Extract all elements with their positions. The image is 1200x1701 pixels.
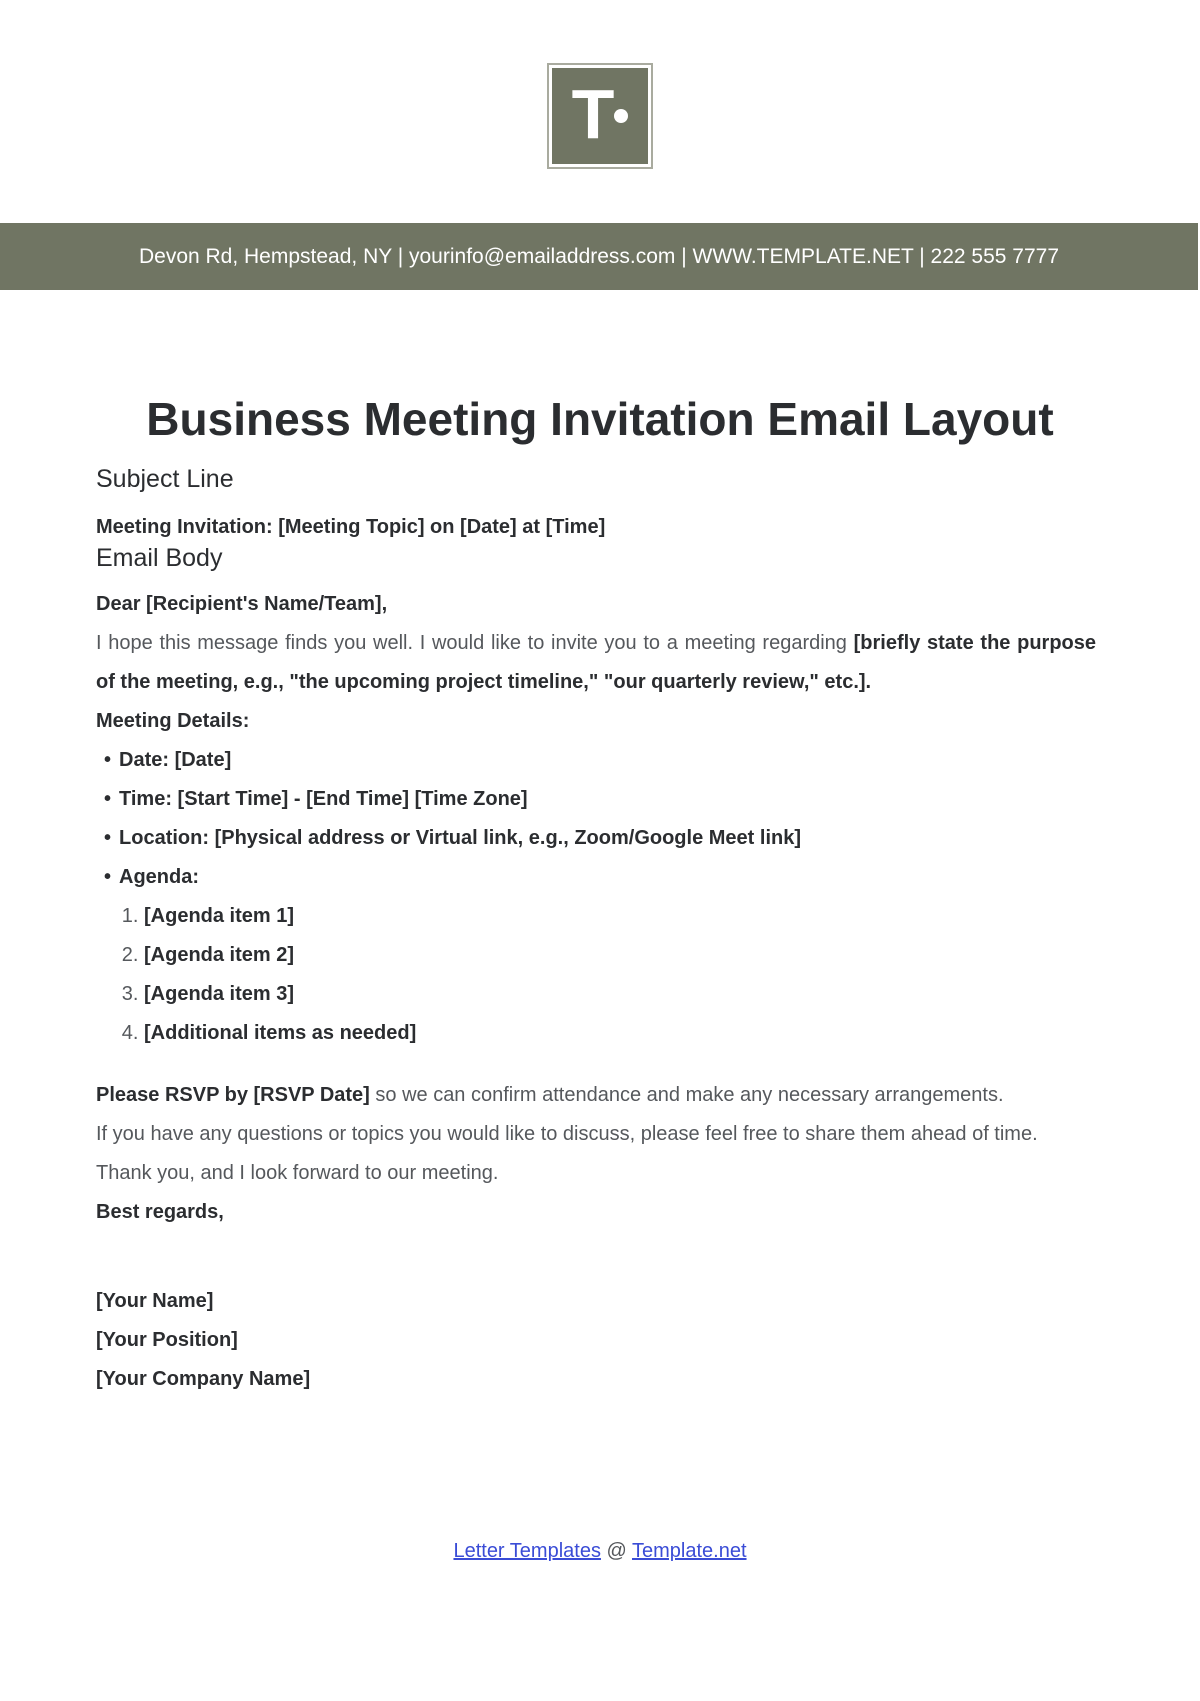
template-logo-icon [552, 68, 648, 164]
body-heading: Email Body [96, 544, 223, 572]
subject-text: Meeting Invitation: [Meeting Topic] on [Date] at [Time] [96, 516, 606, 538]
document-content [96, 465, 1096, 1399]
thanks-paragraph: Thank you, and I look forward to our meeting. [96, 1162, 499, 1184]
details-date: • Date: [Date] [104, 741, 1096, 780]
page-title: Business Meeting Invitation Email Layout [146, 393, 1054, 445]
logo-letter: T [571, 75, 613, 153]
agenda-item: 1. [Agenda item 1] [144, 897, 1096, 936]
letter-templates-link[interactable]: Letter Templates [453, 1540, 601, 1562]
details-heading: Meeting Details: [96, 710, 250, 732]
details-list [96, 741, 1096, 897]
intro-paragraph [96, 624, 1096, 702]
contact-info: Devon Rd, Hempstead, NY | yourinfo@emailaddress.com | WWW.TEMPLATE.NET | 222 555 7777 [138, 244, 1060, 268]
agenda-list [96, 897, 1096, 1053]
agenda-item: 4. [Additional items as needed] [144, 1014, 1096, 1053]
questions-paragraph: If you have any questions or topics you would like to discuss, please feel free to share them ahead of time. [96, 1123, 1038, 1145]
agenda-item: 3. [Agenda item 3] [144, 975, 1096, 1014]
intro-bold: [briefly state the purpose of the meeting, e.g., "the upcoming project timeline," "our quarterly review," etc.]. [96, 632, 1097, 693]
template-net-link[interactable]: Template.net [632, 1540, 747, 1562]
logo [547, 63, 653, 169]
details-time: • Time: [Start Time] - [End Time] [Time Zone] [104, 780, 1096, 819]
signature-company: [Your Company Name] [96, 1368, 311, 1390]
subject-heading: Subject Line [96, 465, 234, 493]
closing: Best regards, [96, 1201, 224, 1223]
intro-plain: I hope this message finds you well. I would like to invite you to a meeting regarding [96, 632, 854, 654]
details-location: • Location: [Physical address or Virtual link, e.g., Zoom/Google Meet link] [104, 819, 1096, 858]
logo-dot [614, 109, 628, 123]
signature-position: [Your Position] [96, 1329, 238, 1351]
agenda-item: 2. [Agenda item 2] [144, 936, 1096, 975]
details-agenda: • Agenda: [104, 858, 1096, 897]
greeting: Dear [Recipient's Name/Team], [96, 593, 388, 615]
rsvp-paragraph [96, 1076, 1096, 1115]
footer-separator: @ [600, 1540, 633, 1562]
rsvp-plain: so we can confirm attendance and make any necessary arrangements. [369, 1084, 1004, 1106]
footer [0, 1540, 1200, 1563]
signature-name: [Your Name] [96, 1290, 214, 1312]
contact-banner [0, 223, 1198, 290]
rsvp-bold: Please RSVP by [RSVP Date] [96, 1084, 370, 1106]
